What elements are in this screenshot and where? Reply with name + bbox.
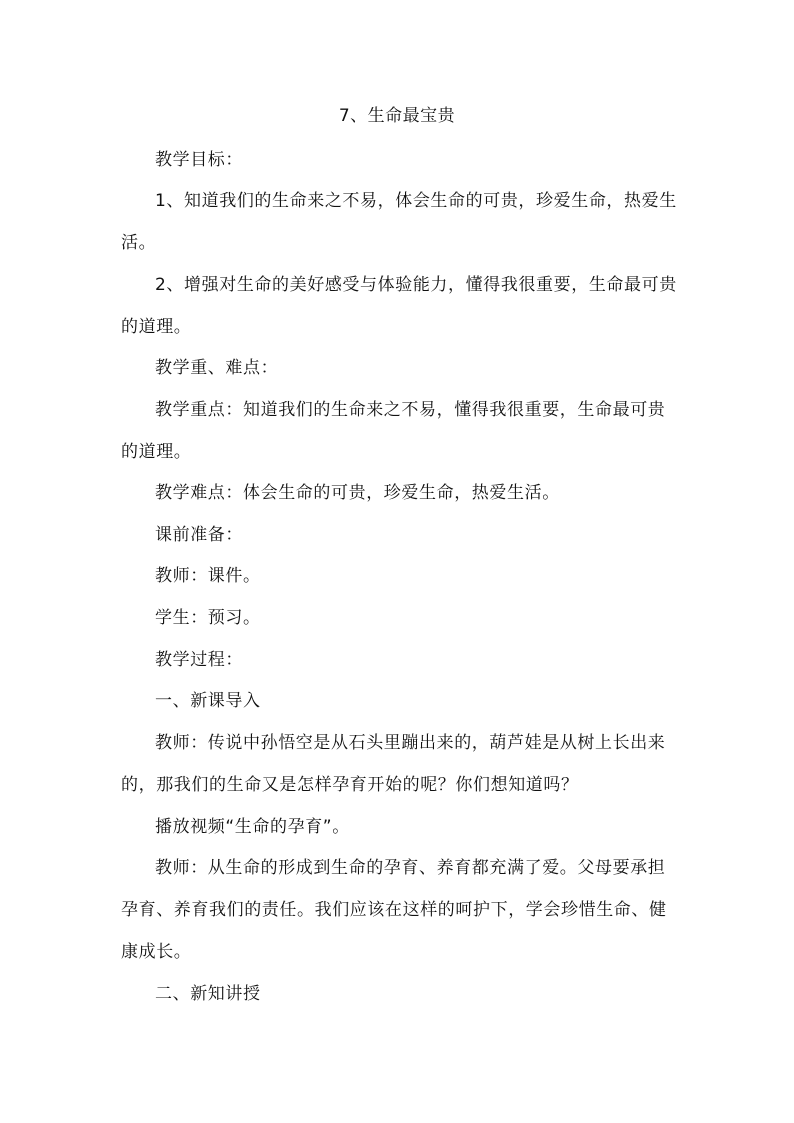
heading-preparation: 课前准备： xyxy=(155,525,243,545)
document-title: 7、生命最宝贵 xyxy=(338,106,456,126)
teacher-preparation: 教师：课件。 xyxy=(155,566,261,586)
play-video-paragraph: 播放视频“生命的孕育”。 xyxy=(155,817,350,837)
key-point-paragraph: 教学重点：知道我们的生命来之不易，懂得我很重要，生命最可贵的道理。 xyxy=(121,400,666,462)
heading-teaching-goals: 教学目标： xyxy=(155,150,243,170)
teacher-intro-paragraph: 教师：传说中孙悟空是从石头里蹦出来的，葫芦娃是从树上长出来的，那我们的生命又是怎样孕育开始的呢？你们想知道吗？ xyxy=(121,733,666,795)
section-2-heading: 二、新知讲授 xyxy=(155,984,261,1004)
student-preparation: 学生：预习。 xyxy=(155,608,261,628)
teacher-love-paragraph: 教师：从生命的形成到生命的孕育、养育都充满了爱。父母要承担孕育、养育我们的责任。我们应该在这样的呵护下，学会珍惜生命、健康成长。 xyxy=(121,858,667,962)
heading-key-difficult-points: 教学重、难点： xyxy=(155,358,279,378)
goal-1-paragraph: 1、知道我们的生命来之不易，体会生命的可贵，珍爱生命，热爱生活。 xyxy=(121,191,677,253)
goal-2-paragraph: 2、增强对生命的美好感受与体验能力，懂得我很重要，生命最可贵的道理。 xyxy=(121,275,677,337)
heading-teaching-process: 教学过程： xyxy=(155,650,243,670)
difficult-point-paragraph: 教学难点：体会生命的可贵，珍爱生命，热爱生活。 xyxy=(155,483,560,503)
section-1-heading: 一、新课导入 xyxy=(155,691,261,711)
